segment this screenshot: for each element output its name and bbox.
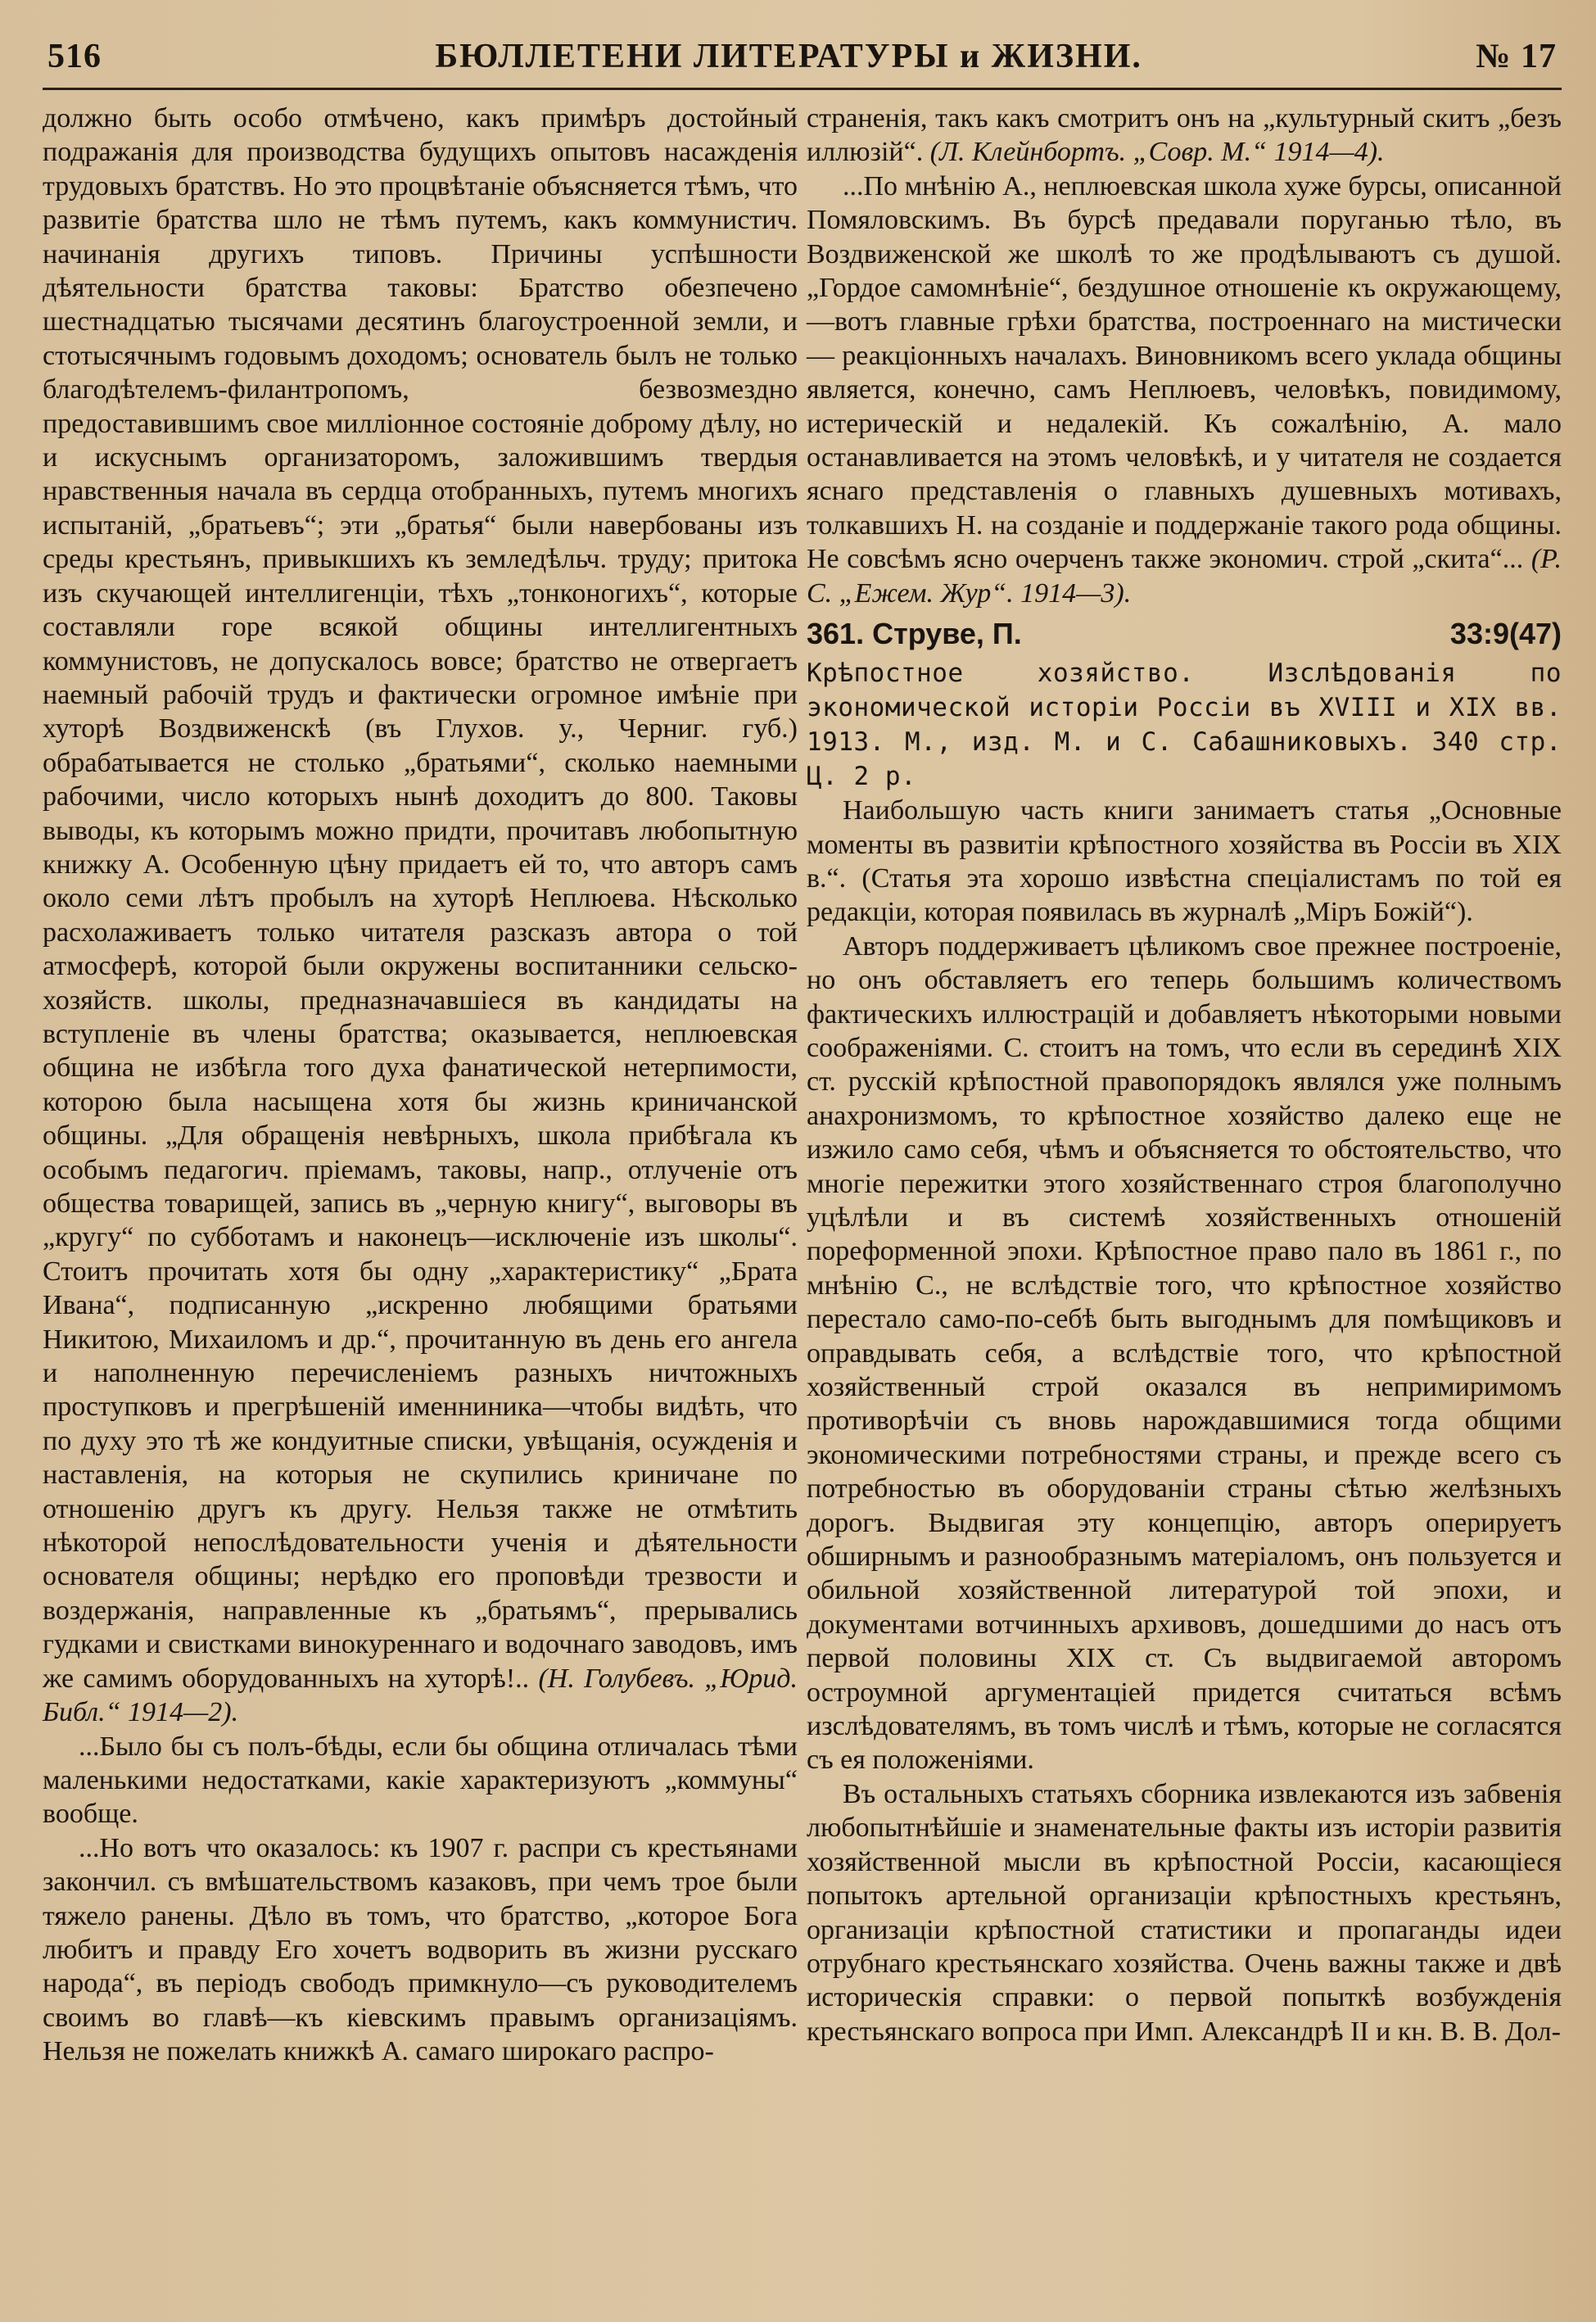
page-number: 516 — [47, 38, 102, 75]
two-column-body — [43, 102, 1562, 2069]
entry-classification: 33:9(47) — [1449, 617, 1562, 651]
review-paragraph: Наибольшую часть книги занимаетъ статья „Основные моменты въ развитіи крѣпостного хозяйства въ Россіи въ XIX в.“. (Статья эта хорошо извѣстна спеціалистамъ по той ея редакціи, которая появилась въ журналѣ „Міръ Божій“). — [807, 795, 1562, 928]
right-paragraph: ...По мнѣнію А., неплюевская школа хуже бурсы, описанной Помяловскимъ. Въ бурсѣ предавали поруганью тѣло, въ Воздвиженской же школѣ то же продѣлываютъ съ душой. „Гордое самомнѣніе“, бездушное отношеніе къ окружающему,—вотъ главные грѣхи братства, построеннаго на мистически — реакціонныхъ началахъ. Виновникомъ всего уклада общины является, конечно, самъ Неплюевъ, человѣкъ, повидимому, истерическій и недалекій. Къ сожалѣнію, А. мало останавливается на этомъ человѣкѣ, и у читателя не создается яснаго представленія о главныхъ душевныхъ мотивахъ, толкавшихъ Н. на созданіе и поддержаніе такого рода общины. Не совсѣмъ ясно очерченъ также экономич. строй „скита“... (Р. С. „Ежем. Жур“. 1914—3). — [807, 170, 1562, 609]
review-paragraph: Авторъ поддерживаетъ цѣликомъ свое прежнее построеніе, но онъ обставляетъ его теперь большимъ количествомъ фактическихъ иллюстрацій и добавляетъ нѣкоторыми новыми соображеніями. С. стоитъ на томъ, что если въ серединѣ XIX ст. русскій крѣпостной правопорядокъ являлся уже полнымъ анахронизмомъ, то крѣпостное хозяйство далеко еще не изжило само себя, чѣмъ и объясняется то обстоятельство, что многіе пережитки этого хозяйственнаго строя благополучно уцѣлѣли и въ системѣ хозяйственныхъ отношеній пореформенной эпохи. Крѣпостное право пало въ 1861 г., по мнѣнію С., не вслѣдствіе того, что крѣпостное хозяйство перестало само-по-себѣ быть выгоднымъ для помѣщиковъ и оправдывать себя, а вслѣдствіе того, что крѣпостной хозяйственный строй оказался въ непримиримомъ противорѣчіи съ вновь нарождавшимися тогда общими экономическими потребностями страны, и прежде всего съ потребностью въ оборудованіи страны сѣтью желѣзныхъ дорогъ. Выдвигая эту концепцію, авторъ оперируетъ обширнымъ и разнообразнымъ матеріаломъ, онъ пользуется и обильной хозяйственной литературой той эпохи, и документами вотчинныхъ архивовъ, дошедшими до насъ отъ первой половины XIX ст. Съ выдвигаемой авторомъ остроумной аргументаціей придется считаться всѣмъ изслѣдователямъ, въ томъ числѣ и тѣмъ, которые не согласятся съ ея положеніями. — [807, 930, 1562, 1776]
right-paragraph: страненія, такъ какъ смотритъ онъ на „культурный скитъ „безъ иллюзій“. (Л. Клейнбортъ. „Совр. М.“ 1914—4). — [807, 103, 1562, 168]
entry-number-author: 361. Струве, П. — [807, 617, 1022, 651]
running-header — [43, 37, 1562, 90]
journal-title: БЮЛЛЕТЕНИ ЛИТЕРАТУРЫ и ЖИЗНИ. — [435, 38, 1142, 75]
right-column — [807, 102, 1562, 2069]
entry-bibliography: Крѣпостное хозяйство. Изслѣдованія по экономической исторіи Россіи въ XVIII и XIX вв. 1913. М., изд. М. и С. Сабашниковыхъ. 340 стр. Ц. 2 р. — [807, 659, 1562, 792]
citation: (Р. С. „Ежем. Жур“. 1914—3). — [807, 544, 1562, 609]
left-column — [43, 102, 798, 2069]
citation: (Л. Клейнбортъ. „Совр. М.“ 1914—4). — [929, 137, 1385, 168]
entry-heading — [807, 615, 1562, 653]
left-paragraph: должно быть особо отмѣчено, какъ примѣръ достойный подражанія для производства будущихъ опытовъ насажденія трудовыхъ братствъ. Но это процвѣтаніе объясняется тѣмъ, что развитіе братства шло не тѣмъ путемъ, какъ коммунистич. начинанія другихъ типовъ. Причины успѣшности дѣятельности братства таковы: Братство обезпечено шестнадцатью тысячами десятинъ благоустроенной земли, и стотысячнымъ годовымъ доходомъ; основатель былъ не только благодѣтелемъ-филантропомъ, безвозмездно предоставившимъ свое милліонное состояніе доброму дѣлу, но и искуснымъ организаторомъ, заложившимъ твердыя нравственныя начала въ сердца отобранныхъ, путемъ многихъ испытаній, „братьевъ“; эти „братья“ были навербованы изъ среды крестьянъ, привыкшихъ къ земледѣльч. труду; притока изъ скучающей интеллигенціи, тѣхъ „тонконогихъ“, которые составляли горе всякой общины интеллигентныхъ коммунистовъ, не допускалось вовсе; братство не отвергаетъ наемный рабочій трудъ и фактически огромное имѣніе при хуторѣ Воздвиженскѣ (въ Глухов. у., Черниг. губ.) обрабатывается не столько „братьями“, сколько наемными рабочими, число которыхъ нынѣ доходитъ до 800. Таковы выводы, къ которымъ можно придти, прочитавъ любопытную книжку А. Особенную цѣну придаетъ ей то, что авторъ самъ около семи лѣтъ пробылъ на хуторѣ Неплюева. Нѣсколько расхолаживаетъ только читателя разсказъ автора о той атмосферѣ, которой были окружены воспитанники сельско-хозяйств. школы, предназначавшіеся въ кандидаты на вступленіе въ члены братства; оказывается, неплюевская община не избѣгла того духа фанатической нетерпимости, которою была насыщена хотя бы жизнь криничанской общины. „Для обращенія невѣрныхъ, школа прибѣгала къ особымъ педагогич. пріемамъ, таковы, напр., отлученіе отъ общества товарищей, запись въ „черную книгу“, выговоры въ „кругу“ по субботамъ и наконецъ—исключеніе изъ школы“. Стоитъ прочитать хотя бы одну „характеристику“ „Брата Ивана“, подписанную „искренно любящими братьями Никитою, Михаиломъ и др.“, прочитанную въ день его ангела и наполненную перечисленіемъ разныхъ ничтожныхъ проступковъ и прегрѣшеній именниника—чтобы видѣть, что по духу это тѣ же кондуитные списки, увѣщанія, осужденія и наставленія, на которыя не скупились криничане по отношенію другъ къ другу. Нельзя также не отмѣтить нѣкоторой непослѣдовательности ученія и дѣятельности основателя общины; нерѣдко его проповѣди трезвости и воздержанія, направленные къ „братьямъ“, прерывались гудками и свистками винокуреннаго и водочнаго заводовъ, имъ же самимъ оборудованныхъ на хуторѣ!.. (Н. Голубевъ. „Юрид. Библ.“ 1914—2). — [43, 103, 798, 1728]
left-paragraph: ...Было бы съ полъ-бѣды, если бы община отличалась тѣми маленькими недостатками, какіе характеризуютъ „коммуны“ вообще. — [43, 1731, 798, 1830]
citation: (Н. Голубевъ. „Юрид. Библ.“ 1914—2). — [43, 1663, 798, 1728]
left-paragraph: ...Но вотъ что оказалось: къ 1907 г. распри съ крестьянами закончил. съ вмѣшательствомъ казаковъ, при чемъ трое были тяжело ранены. Дѣло въ томъ, что братство, „которое Бога любитъ и правду Его хочетъ водворить въ жизни русскаго народа“, въ періодъ свободъ примкнуло—съ руководителемъ своимъ во главѣ—къ кіевскимъ правымъ организаціямъ. Нельзя не пожелать книжкѣ А. самаго широкаго распро- — [43, 1832, 798, 2067]
review-paragraph: Въ остальныхъ статьяхъ сборника извлекаются изъ забвенія любопытнѣйшіе и знаменательные факты изъ исторіи развитія хозяйственной мысли въ крѣпостной Россіи, касающіеся попытокъ артельной организаціи крѣпостныхъ крестьянъ, организаціи крѣпостной статистики и пропаганды идеи отрубнаго крестьянскаго хозяйства. Очень важны также и двѣ историческія справки: о первой попыткѣ возбужденія крестьянскаго вопроса при Имп. Александрѣ II и кн. В. В. Дол- — [807, 1778, 1562, 2047]
issue-number: № 17 — [1476, 38, 1557, 75]
